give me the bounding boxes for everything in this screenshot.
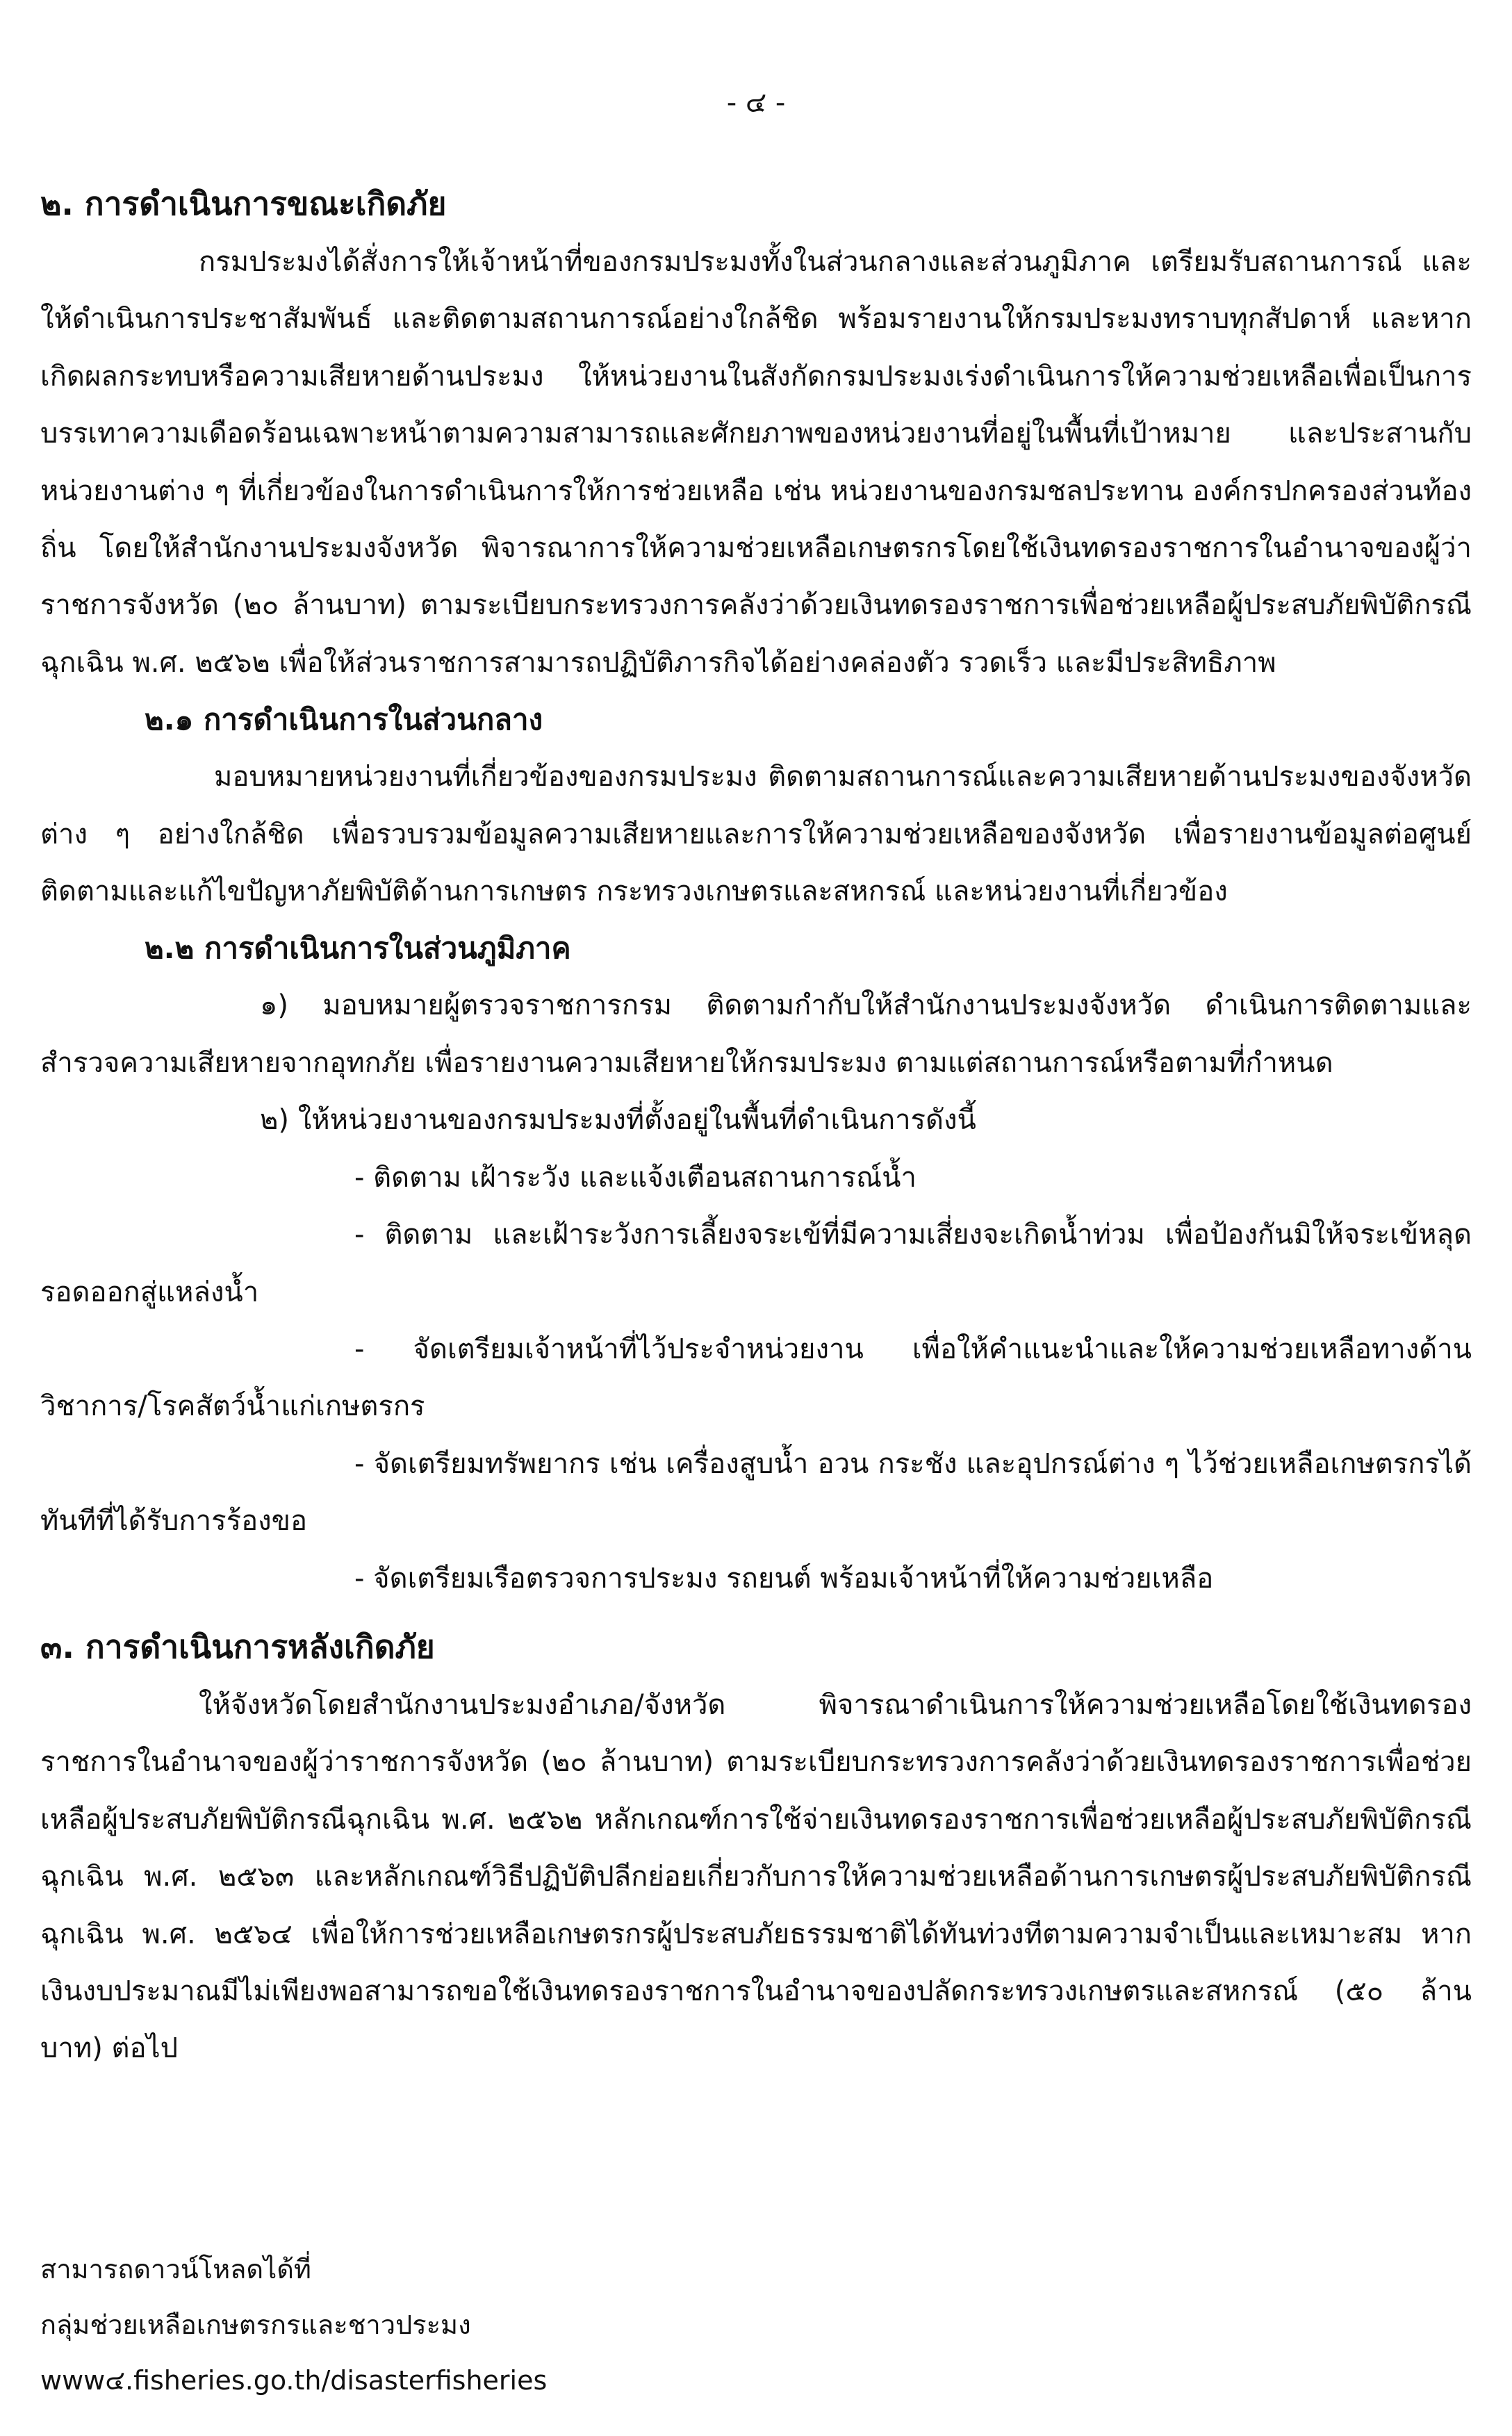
download-footer: [40, 2241, 874, 2408]
section-2-2-heading: ๒.๒ การดำเนินการในส่วนภูมิภาค: [145, 931, 571, 966]
section-2-2-item-1: ๑) มอบหมายผู้ตรวจราชการกรม ติดตามกำกับให้สำนักงานประมงจังหวัด ดำเนินการติดตามและสำรวจความเสียหายจากอุทกภัย เพื่อรายงานความเสียหายให้กรมประมง ตามแต่สถานการณ์หรือตามที่กำหนด: [40, 989, 1472, 1079]
bullet-item: - ติดตาม และเฝ้าระวังการเลี้ยงจระเข้ที่มีความเสี่ยงจะเกิดน้ำท่วม เพื่อป้องกันมิให้จระเข้หลุดรอดออกสู่แหล่งน้ำ: [40, 1219, 1472, 1308]
footer-url: www๔.fisheries.go.th/disasterfisheries: [40, 2365, 548, 2396]
footer-download-note: สามารถดาวน์โหลดได้ที่: [40, 2254, 311, 2285]
document-body: [40, 174, 1472, 2077]
footer-group-name: กลุ่มช่วยเหลือเกษตรกรและชาวประมง: [40, 2310, 471, 2340]
section-2-1-heading: ๒.๑ การดำเนินการในส่วนกลาง: [145, 702, 543, 737]
bullet-item: - จัดเตรียมทรัพยากร เช่น เครื่องสูบน้ำ อวน กระชัง และอุปกรณ์ต่าง ๆ ไว้ช่วยเหลือเกษตรกรได้ทันทีที่ได้รับการร้องขอ: [40, 1447, 1472, 1538]
bullet-item: - ติดตาม เฝ้าระวัง และแจ้งเตือนสถานการณ์น้ำ: [354, 1161, 917, 1194]
section-2-heading: ๒. การดำเนินการขณะเกิดภัย: [40, 185, 447, 222]
page-number: - ๔ -: [726, 87, 786, 119]
section-3-heading: ๓. การดำเนินการหลังเกิดภัย: [40, 1627, 435, 1665]
section-2-1-text: มอบหมายหน่วยงานที่เกี่ยวข้องของกรมประมง ติดตามสถานการณ์และความเสียหายด้านประมงของจังหวัดต่าง ๆ อย่างใกล้ชิด เพื่อรวบรวมข้อมูลความเสียหายและการให้ความช่วยเหลือของจังหวัด เพื่อรายงานข้อมูลต่อศูนย์ติดตามและแก้ไขปัญหาภัยพิบัติด้านการเกษตร กระทรวงเกษตรและสหกรณ์ และหน่วยงานที่เกี่ยวข้อง: [40, 761, 1472, 908]
bullet-item: - จัดเตรียมเจ้าหน้าที่ไว้ประจำหน่วยงาน เพื่อให้คำแนะนำและให้ความช่วยเหลือทางด้านวิชาการ/โรคสัตว์น้ำแก่เกษตรกร: [40, 1333, 1472, 1423]
section-2-intro: กรมประมงได้สั่งการให้เจ้าหน้าที่ของกรมประมงทั้งในส่วนกลางและส่วนภูมิภาค เตรียมรับสถานการณ์ และให้ดำเนินการประชาสัมพันธ์ และติดตามสถานการณ์อย่างใกล้ชิด พร้อมรายงานให้กรมประมงทราบทุกสัปดาห์ และหากเกิดผลกระทบหรือความเสียหายด้านประมง ให้หน่วยงานในสังกัดกรมประมงเร่งดำเนินการให้ความช่วยเหลือเพื่อเป็นการบรรเทาความเดือดร้อนเฉพาะหน้าตามความสามารถและศักยภาพของหน่วยงานที่อยู่ในพื้นที่เป้าหมาย และประสานกับหน่วยงานต่าง ๆ ที่เกี่ยวข้องในการดำเนินการให้การช่วยเหลือ เช่น หน่วยงานของกรมชลประทาน องค์กรปกครองส่วนท้องถิ่น โดยให้สำนักงานประมงจังหวัด พิจารณาการให้ความช่วยเหลือเกษตรกรโดยใช้เงินทดรองราชการในอำนาจของผู้ว่าราชการจังหวัด (๒๐ ล้านบาท) ตามระเบียบกระทรวงการคลังว่าด้วยเงินทดรองราชการเพื่อช่วยเหลือผู้ประสบภัยพิบัติกรณีฉุกเฉิน พ.ศ. ๒๕๖๒ เพื่อให้ส่วนราชการสามารถปฏิบัติภารกิจได้อย่างคล่องตัว รวดเร็ว และมีประสิทธิภาพ: [40, 246, 1472, 679]
section-3-text: ให้จังหวัดโดยสำนักงานประมงอำเภอ/จังหวัด พิจารณาดำเนินการให้ความช่วยเหลือโดยใช้เงินทดรองราชการในอำนาจของผู้ว่าราชการจังหวัด (๒๐ ล้านบาท) ตามระเบียบกระทรวงการคลังว่าด้วยเงินทดรองราชการเพื่อช่วยเหลือผู้ประสบภัยพิบัติกรณีฉุกเฉิน พ.ศ. ๒๕๖๒ หลักเกณฑ์การใช้จ่ายเงินทดรองราชการเพื่อช่วยเหลือผู้ประสบภัยพิบัติกรณีฉุกเฉิน พ.ศ. ๒๕๖๓ และหลักเกณฑ์วิธีปฏิบัติปลีกย่อยเกี่ยวกับการให้ความช่วยเหลือด้านการเกษตรผู้ประสบภัยพิบัติกรณีฉุกเฉิน พ.ศ. ๒๕๖๔ เพื่อให้การช่วยเหลือเกษตรกรผู้ประสบภัยธรรมชาติได้ทันท่วงทีตามความจำเป็นและเหมาะสม หากเงินงบประมาณมีไม่เพียงพอสามารถขอใช้เงินทดรองราชการในอำนาจของปลัดกระทรวงเกษตรและสหกรณ์ (๕๐ ล้านบาท) ต่อไป: [40, 1688, 1472, 2065]
bullet-item: - จัดเตรียมเรือตรวจการประมง รถยนต์ พร้อมเจ้าหน้าที่ให้ความช่วยเหลือ: [354, 1562, 1214, 1595]
section-2-2-item-2: ๒) ให้หน่วยงานของกรมประมงที่ตั้งอยู่ในพื้นที่ดำเนินการดังนี้: [260, 1104, 976, 1137]
